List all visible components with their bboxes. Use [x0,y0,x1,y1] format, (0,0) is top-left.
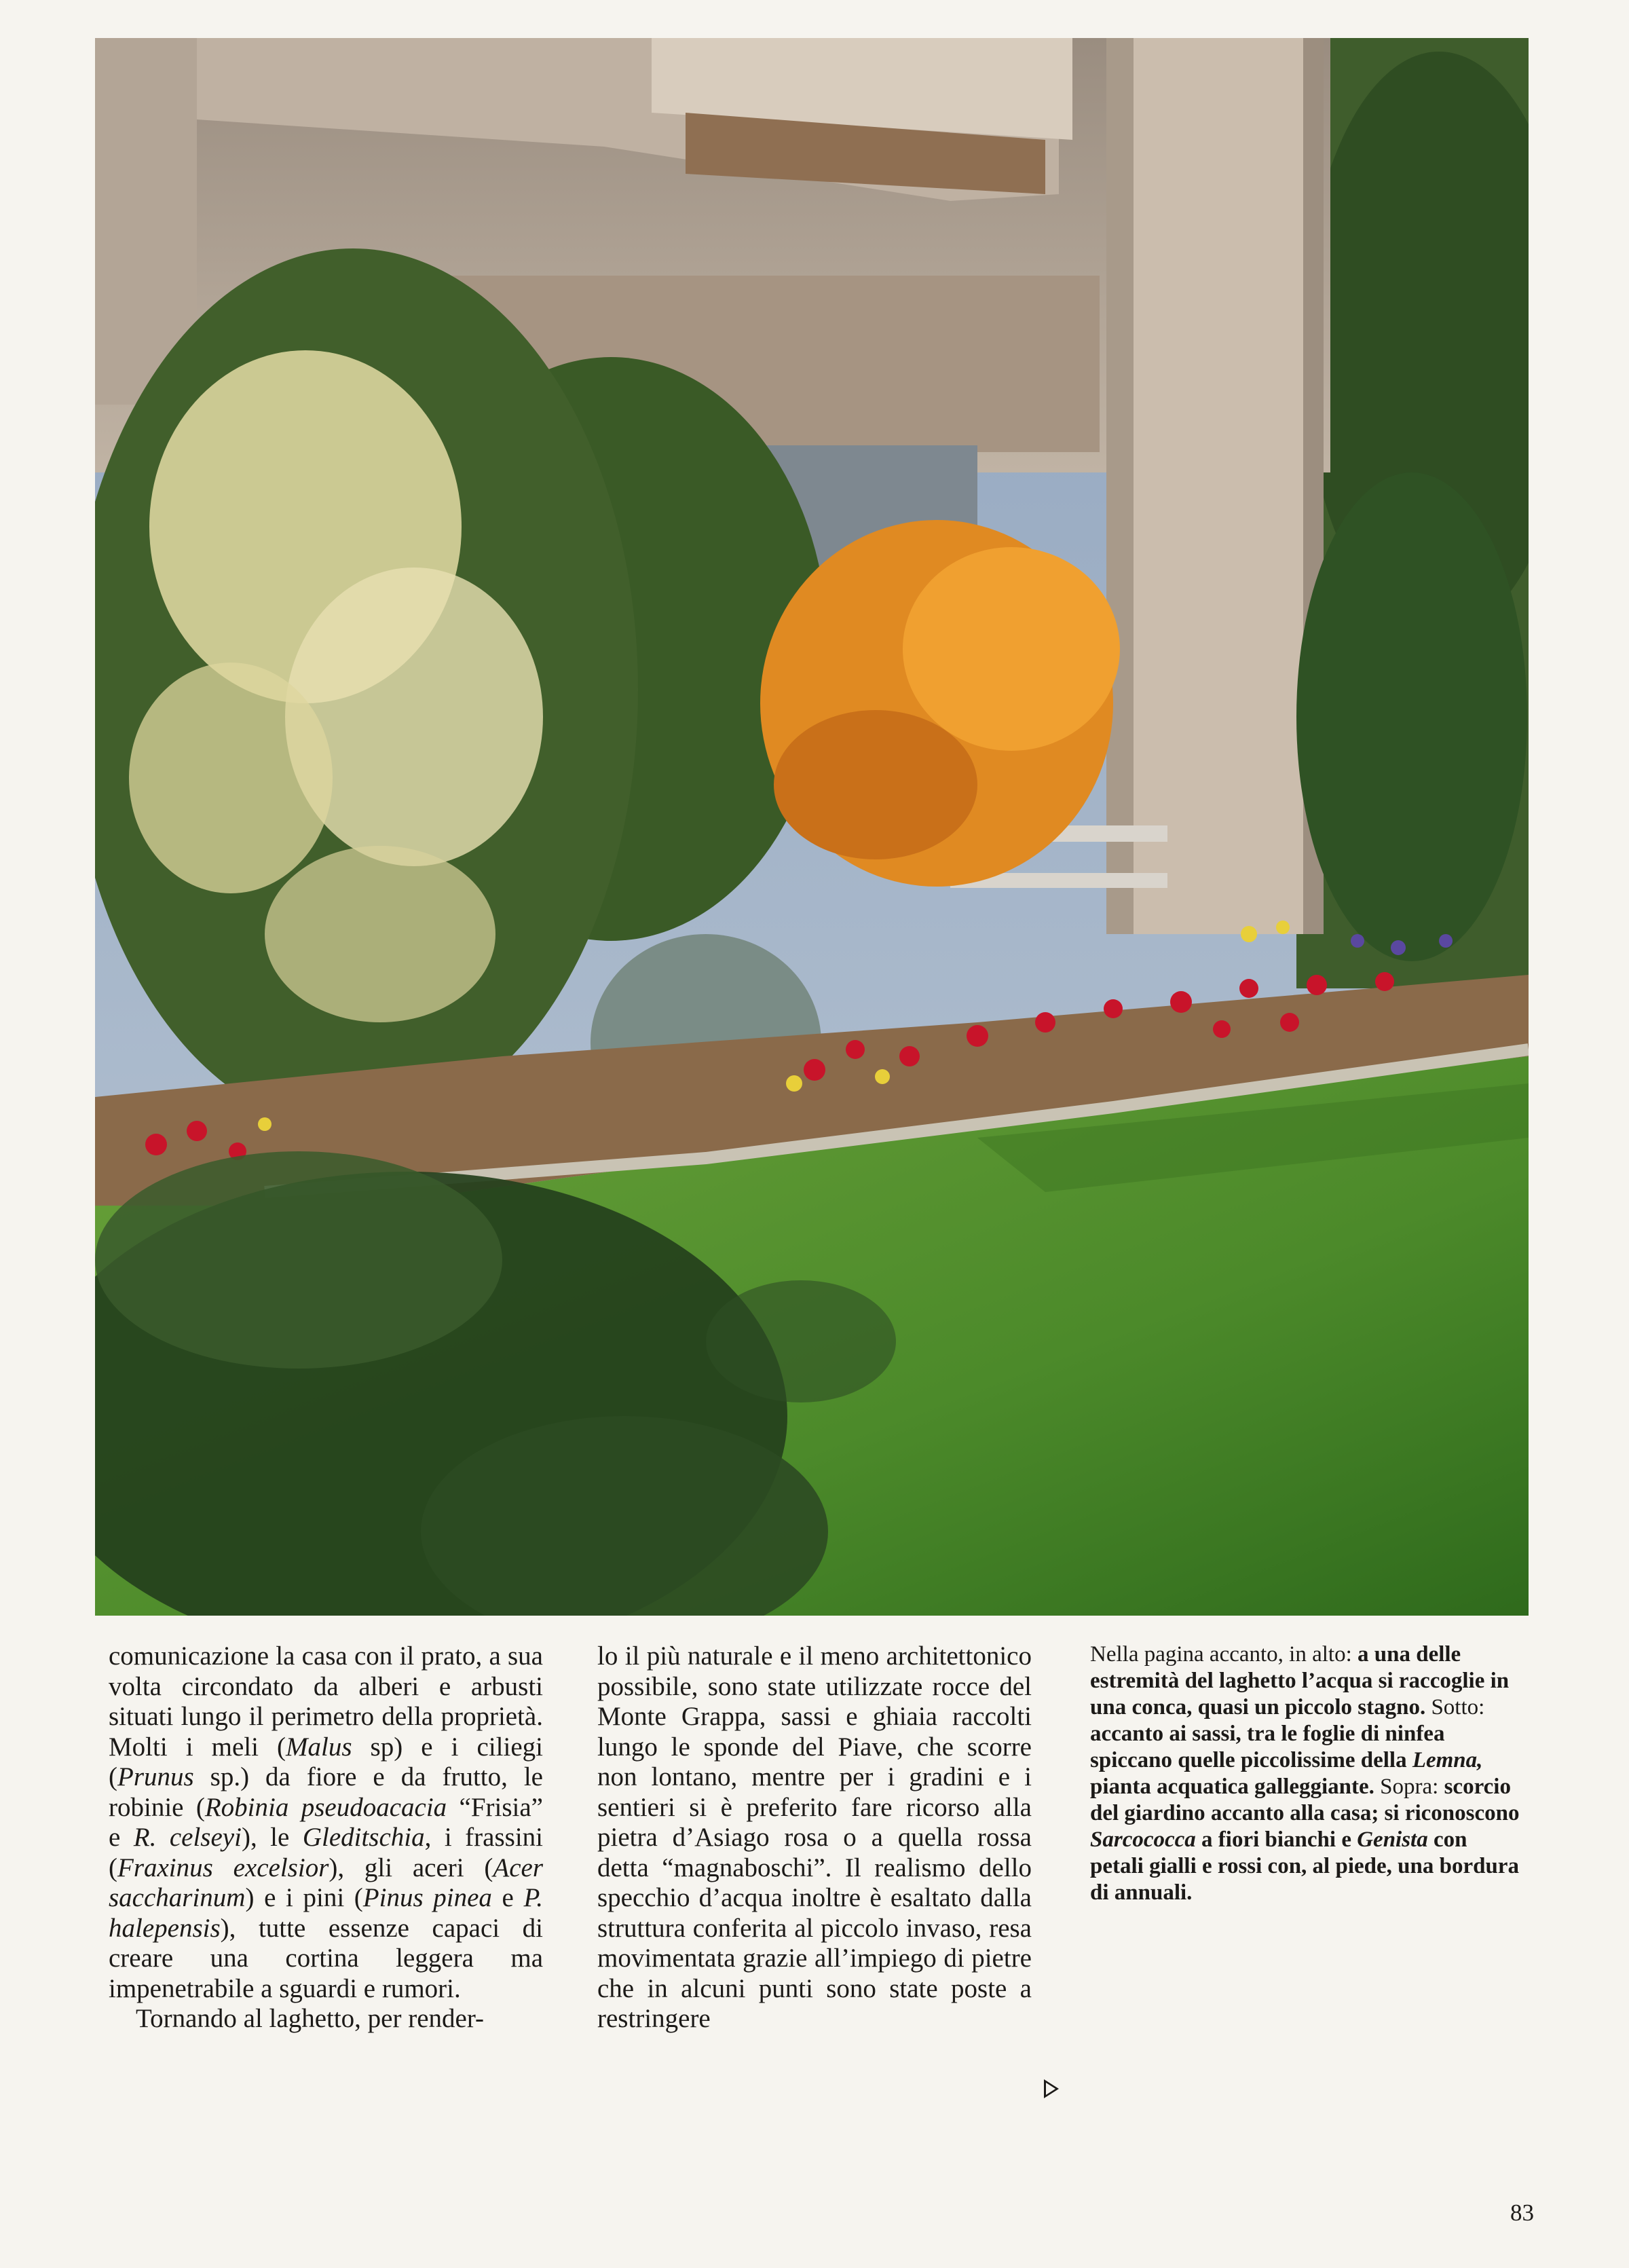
body-paragraph: lo il più naturale e il meno architettonico possibile, sono state utilizzate rocce del Monte Grappa, sassi e ghiaia raccolti lungo le sponde del Piave, che scorre non lontano, mentre per i gradini e i sentieri si è preferito fare ricorso alla pietra d’Asiago rosa o a quella rossa detta “magnaboschi”. Il realismo dello specchio d’acqua inoltre è esaltato dalla struttura conferita al piccolo invaso, resa movimentata grazie all’impiego di pietre che in alcuni punti sono state poste a restringere [597,1641,1032,2033]
text-run: sp) e i ciliegi ( [109,1732,543,1791]
continue-arrow-icon [1044,2079,1059,2098]
text-run: “Frisia” e [109,1792,543,1852]
text-run: accanto ai sassi, tra le foglie di ninfea spiccano quelle piccolissime della [1090,1722,1445,1772]
caption-text [1090,1641,1524,1906]
text-run: Nella pagina accanto, in alto: [1090,1642,1358,1667]
text-column-2 [597,1641,1032,2034]
text-run: ) e i pini ( [245,1883,363,1912]
text-run: Sotto: [1425,1695,1485,1719]
text-run: sp.) da fiore e da frutto, le robinie ( [109,1762,543,1822]
text-run: ), gli aceri ( [329,1853,493,1882]
body-paragraph [109,1641,543,2004]
text-run: Prunus [117,1762,194,1791]
text-run: Robinia pseudoacacia [204,1792,447,1822]
text-run: Pinus pinea [362,1883,492,1912]
text-run: Fraxinus excelsior [117,1853,329,1882]
text-run: a una delle estremità del laghetto l’acqua si raccoglie in una conca, quasi un piccolo stagno. [1090,1642,1510,1719]
text-run: e [491,1883,524,1912]
text-run: ), tutte essenze capaci di creare una cortina leggera ma impenetrabile a sguardi e rumori. [109,1913,543,2003]
text-run: Sarcococca [1090,1827,1196,1852]
text-run: Acer saccharinum [109,1853,543,1912]
page-number: 83 [1510,2199,1534,2226]
text-column-1 [109,1641,543,2034]
text-run: a fiori bianchi e [1195,1827,1358,1852]
text-run: Lemna, [1412,1748,1483,1772]
text-run: con petali gialli e rossi con, al piede, una bordura di annuali. [1090,1827,1519,1905]
text-run: Sopra: [1374,1774,1444,1799]
body-paragraph: Tornando al laghetto, per render- [136,2004,485,2033]
text-run: Malus [286,1732,352,1762]
text-run: , i frassini ( [109,1823,543,1882]
text-run: R. celseyi [133,1823,242,1852]
text-run: Genista [1357,1827,1428,1852]
text-run: comunicazione la casa con il prato, a sua volta circondato da alberi e arbusti situati lungo il perimetro della proprietà. Molti i meli ( [109,1641,543,1762]
text-run: P. halepensis [109,1883,543,1943]
text-run: Gleditschia [302,1823,425,1852]
text-run: scorcio del giardino accanto alla casa; si riconoscono [1090,1774,1520,1825]
photo-caption [1090,1641,1524,1906]
text-run: ), le [241,1823,303,1852]
text-run: pianta acquatica galleggiante. [1090,1774,1374,1799]
garden-photo [95,38,1529,1616]
